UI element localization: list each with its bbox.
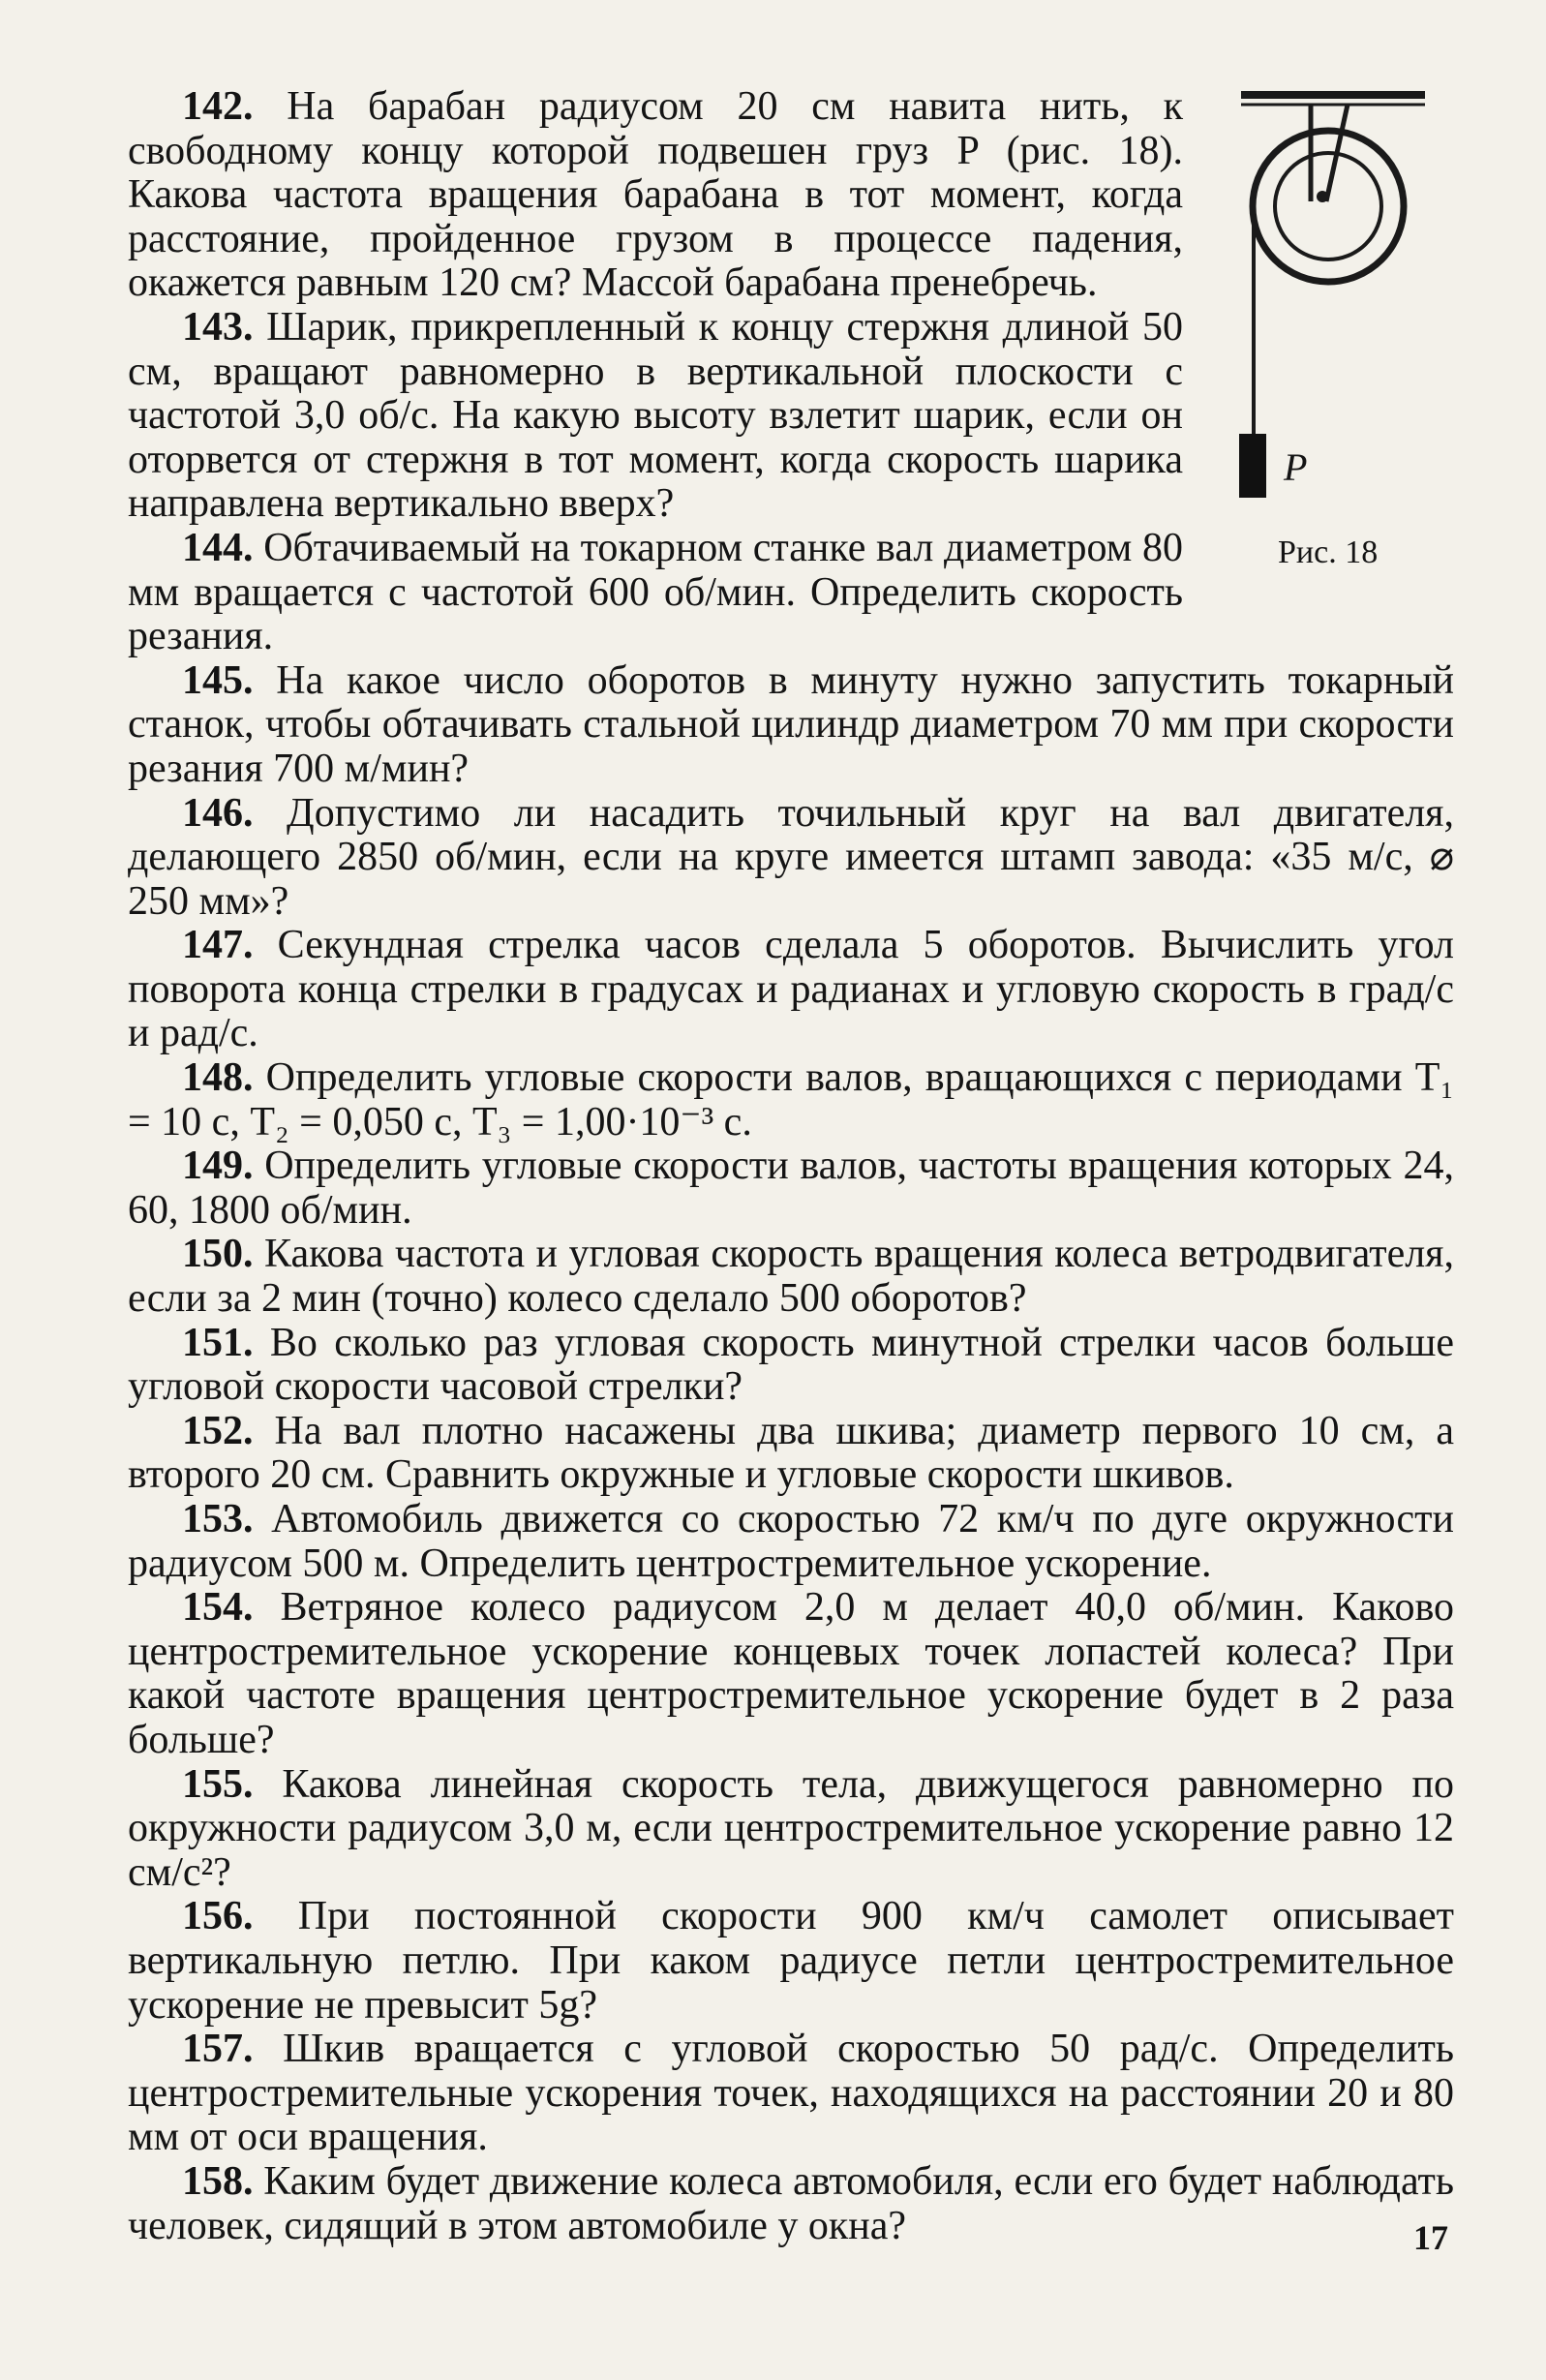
problem-number: 143. bbox=[182, 304, 254, 350]
problem-text: Во сколько раз угловая скорость минутной стрелки часов больше угловой скорости часовой стрелки? bbox=[128, 1320, 1455, 1410]
problem-text: Ветряное колесо радиусом 2,0 м делает 40,0 об/мин. Каково центростремительное ускорение концевых точек лопастей колеса? При какой частоте вращения центростремительное ускорение будет в 2 раза больше? bbox=[128, 1585, 1455, 1762]
problem-number: 142. bbox=[182, 84, 254, 129]
figure-caption: Рис. 18 bbox=[1278, 534, 1379, 570]
problem-number: 154. bbox=[182, 1585, 254, 1631]
problem-150 bbox=[128, 1233, 1454, 1321]
problem-153 bbox=[128, 1498, 1454, 1586]
problem-text: Обтачиваемый на токарном станке вал диаметром 80 мм вращается с частотой 600 об/мин. Определить скорость резания. bbox=[128, 525, 1184, 659]
problem-number: 150. bbox=[182, 1232, 254, 1277]
problem-144 bbox=[128, 527, 1183, 659]
problem-number: 144. bbox=[182, 525, 254, 570]
problem-text: Какова частота и угловая скорость вращения колеса ветродвигателя, если за 2 мин (точно) колесо сделало 500 оборотов? bbox=[128, 1232, 1455, 1322]
problem-text: Какова линейная скорость тела, движущегося равномерно по окружности радиусом 3,0 м, если центростремительное ускорение равно 12 см/с²? bbox=[128, 1761, 1454, 1895]
problem-157 bbox=[128, 2028, 1454, 2160]
problem-number: 148. bbox=[182, 1055, 254, 1101]
problem-text: При постоянной скорости 900 км/ч самолет описывает вертикальную петлю. При каком радиусе петли центростремительное ускорение не превысит 5g? bbox=[128, 1894, 1454, 2028]
problem-149 bbox=[128, 1144, 1454, 1233]
problem-text: На какое число оборотов в минуту нужно запустить токарный станок, чтобы обтачивать стальной цилиндр диаметром 70 мм при скорости резания 700 м/мин? bbox=[128, 657, 1455, 791]
problem-number: 147. bbox=[182, 923, 254, 968]
problem-number: 153. bbox=[182, 1497, 254, 1541]
problem-text: Определить угловые скорости валов, частоты вращения которых 24, 60, 1800 об/мин. bbox=[128, 1144, 1455, 1233]
problem-number: 146. bbox=[182, 790, 254, 836]
problem-156 bbox=[128, 1895, 1454, 2028]
problem-147 bbox=[128, 924, 1454, 1056]
problem-number: 155. bbox=[182, 1761, 254, 1807]
problem-number: 149. bbox=[182, 1144, 254, 1189]
problem-143 bbox=[128, 306, 1183, 527]
problem-152 bbox=[128, 1410, 1454, 1498]
problem-text: Секундная стрелка часов сделала 5 оборотов. Вычислить угол поворота конца стрелки в градусах и радианах и угловую скорость в град/с и рад/с. bbox=[128, 923, 1454, 1056]
problem-list bbox=[128, 85, 1454, 2248]
problem-text: Шарик, прикрепленный к концу стержня длиной 50 см, вращают равномерно в вертикальной плоскости с частотой 3,0 об/с. На какую высоту взлетит шарик, если он оторвется от стержня в тот момент, когда скорость шарика направлена вертикально вверх? bbox=[128, 304, 1183, 527]
problem-text: Каким будет движение колеса автомобиля, если его будет наблюдать человек, сидящий в этом автомобиле у окна? bbox=[128, 2158, 1455, 2248]
problem-text: Определить угловые скорости валов, вращающихся с периодами T₁ = 10 с, T₂ = 0,050 с, T₃ = 1,00·10⁻³ с. bbox=[128, 1055, 1454, 1144]
problem-158 bbox=[128, 2160, 1454, 2248]
problem-number: 158. bbox=[182, 2158, 254, 2204]
problem-154 bbox=[128, 1586, 1454, 1762]
page-number: 17 bbox=[1413, 2218, 1448, 2257]
problem-number: 156. bbox=[182, 1894, 254, 1939]
problem-148 bbox=[128, 1056, 1454, 1144]
problem-text: Шкив вращается с угловой скоростью 50 рад/с. Определить центростремительные ускорения точек, находящихся на расстоянии 20 и 80 мм от оси вращения. bbox=[128, 2027, 1454, 2160]
problem-151 bbox=[128, 1322, 1454, 1410]
problem-text: На барабан радиусом 20 см навита нить, к свободному концу которой подвешен груз P (рис. 18). Какова частота вращения барабана в тот момент, когда расстояние, пройденное грузом в процессе падения, окажется равным 120 см? Массой барабана пренебречь. bbox=[128, 84, 1183, 306]
problem-142 bbox=[128, 85, 1183, 306]
load-label: P bbox=[1284, 445, 1308, 489]
problem-text: На вал плотно насажены два шкива; диаметр первого 10 см, а второго 20 см. Сравнить окружные и угловые скорости шкивов. bbox=[128, 1408, 1454, 1498]
problem-text: Автомобиль движется со скоростью 72 км/ч по дуге окружности радиусом 500 м. Определить центростремительное ускорение. bbox=[128, 1497, 1455, 1586]
problem-number: 157. bbox=[182, 2027, 254, 2072]
problem-number: 151. bbox=[182, 1320, 254, 1365]
problem-text: Допустимо ли насадить точильный круг на вал двигателя, делающего 2850 об/мин, если на круге имеется штамп завода: «35 м/с, ⌀ 250 мм»? bbox=[128, 790, 1455, 924]
problem-number: 145. bbox=[182, 657, 254, 703]
problem-number: 152. bbox=[182, 1408, 254, 1453]
problem-155 bbox=[128, 1763, 1454, 1896]
problem-145 bbox=[128, 659, 1454, 792]
problem-146 bbox=[128, 792, 1454, 925]
